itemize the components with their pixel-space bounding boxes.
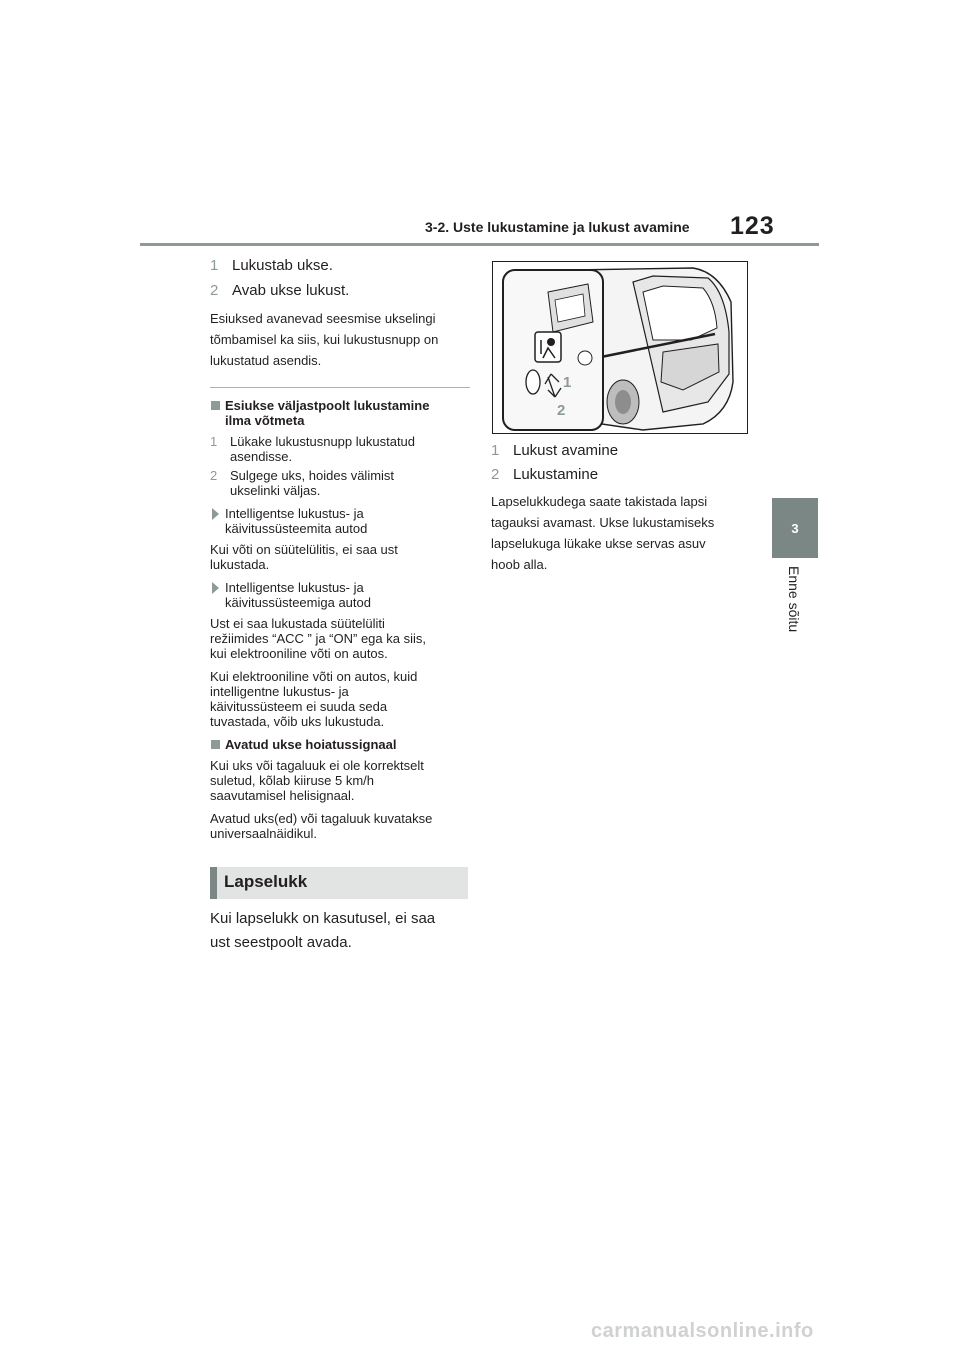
divider — [210, 387, 470, 388]
step-text: Lukustamine — [513, 466, 599, 483]
child-lock-lead: Kui lapselukk on kasutusel, ei saa ust seestpoolt avada. — [210, 910, 436, 951]
case-text: Kui elektrooniline võti on autos, kuid intelligentne lukustus- ja käivitussüsteem ei suuda seda tuvastada, võib uks lukustuda. — [210, 669, 418, 729]
step-item — [210, 255, 470, 277]
left-column — [210, 255, 470, 955]
callout-2: 2 — [557, 402, 566, 419]
triangle-bullet-icon — [212, 508, 219, 520]
case-heading: Intelligentse lukustus- ja käivitussüsteemita autod — [210, 506, 470, 536]
step-text: Lukust avamine — [513, 442, 619, 459]
chapter-number: 3 — [791, 520, 799, 536]
step-text: Sulgege uks, hoides välimist ukselinki väljas. — [230, 468, 395, 498]
page-number: 123 — [730, 212, 775, 240]
child-lock-text: Lapselukkudega saate takistada lapsi tagauksi avamast. Ukse lukustamiseks lapselukuga lükake ukse servas asuv hoob alla. — [491, 494, 715, 572]
step-number: 1 — [210, 257, 219, 274]
step-number: 2 — [210, 282, 219, 299]
header-rule — [140, 243, 819, 246]
square-bullet-icon — [211, 740, 220, 749]
step-text: Lukustab ukse. — [232, 257, 333, 274]
section-title: 3-2. Uste lukustamine ja lukust avamine — [425, 219, 690, 235]
lever-icon — [526, 370, 540, 394]
warning-text: Avatud uks(ed) või tagaluuk kuvatakse universaalnäidikul. — [210, 811, 433, 841]
step-item — [210, 434, 470, 464]
callout-1: 1 — [563, 374, 572, 391]
heading-accent-bar — [210, 867, 217, 899]
step-item — [210, 280, 470, 302]
step-number: 1 — [210, 434, 218, 449]
case-text: Ust ei saa lukustada süütelüliti režiimides “ACC ” ja “ON” ega ka siis, kui elektrooniline võti on autos. — [210, 616, 426, 661]
chapter-tab[interactable] — [772, 498, 818, 558]
step-item — [491, 440, 751, 462]
case-text: Kui võti on süütelülitis, ei saa ust lukustada. — [210, 542, 398, 572]
step-number: 1 — [491, 442, 500, 459]
warning-heading: Avatud ukse hoiatussignaal — [210, 737, 470, 752]
note-paragraph: Esiuksed avanevad seesmise ukselingi tõmbamisel ka siis, kui lukustusnupp on lukustatud asendis. — [210, 311, 439, 368]
child-lock-heading — [210, 867, 468, 899]
child-lock-title: Lapselukk — [224, 872, 308, 891]
car-door-illustration — [493, 262, 747, 433]
step-number: 2 — [491, 466, 500, 483]
case-heading: Intelligentse lukustus- ja käivitussüsteemiga autod — [210, 580, 470, 610]
watermark: carmanualsonline.info — [591, 1320, 814, 1342]
square-bullet-icon — [211, 401, 220, 410]
step-item — [210, 468, 470, 498]
right-column — [491, 440, 751, 575]
child-lock-figure — [492, 261, 748, 434]
warning-text: Kui uks või tagaluuk ei ole korrektselt suletud, kõlab kiiruse 5 km/h saavutamisel helisignaal. — [210, 758, 424, 803]
step-number: 2 — [210, 468, 218, 483]
step-text: Lükake lukustusnupp lukustatud asendisse. — [230, 434, 416, 464]
triangle-bullet-icon — [212, 582, 219, 594]
step-text: Avab ukse lukust. — [232, 282, 350, 299]
chapter-label: Enne sõitu — [786, 566, 802, 633]
step-item — [491, 464, 751, 486]
keyless-heading: Esiukse väljastpoolt lukustamine ilma võtmeta — [210, 398, 470, 428]
